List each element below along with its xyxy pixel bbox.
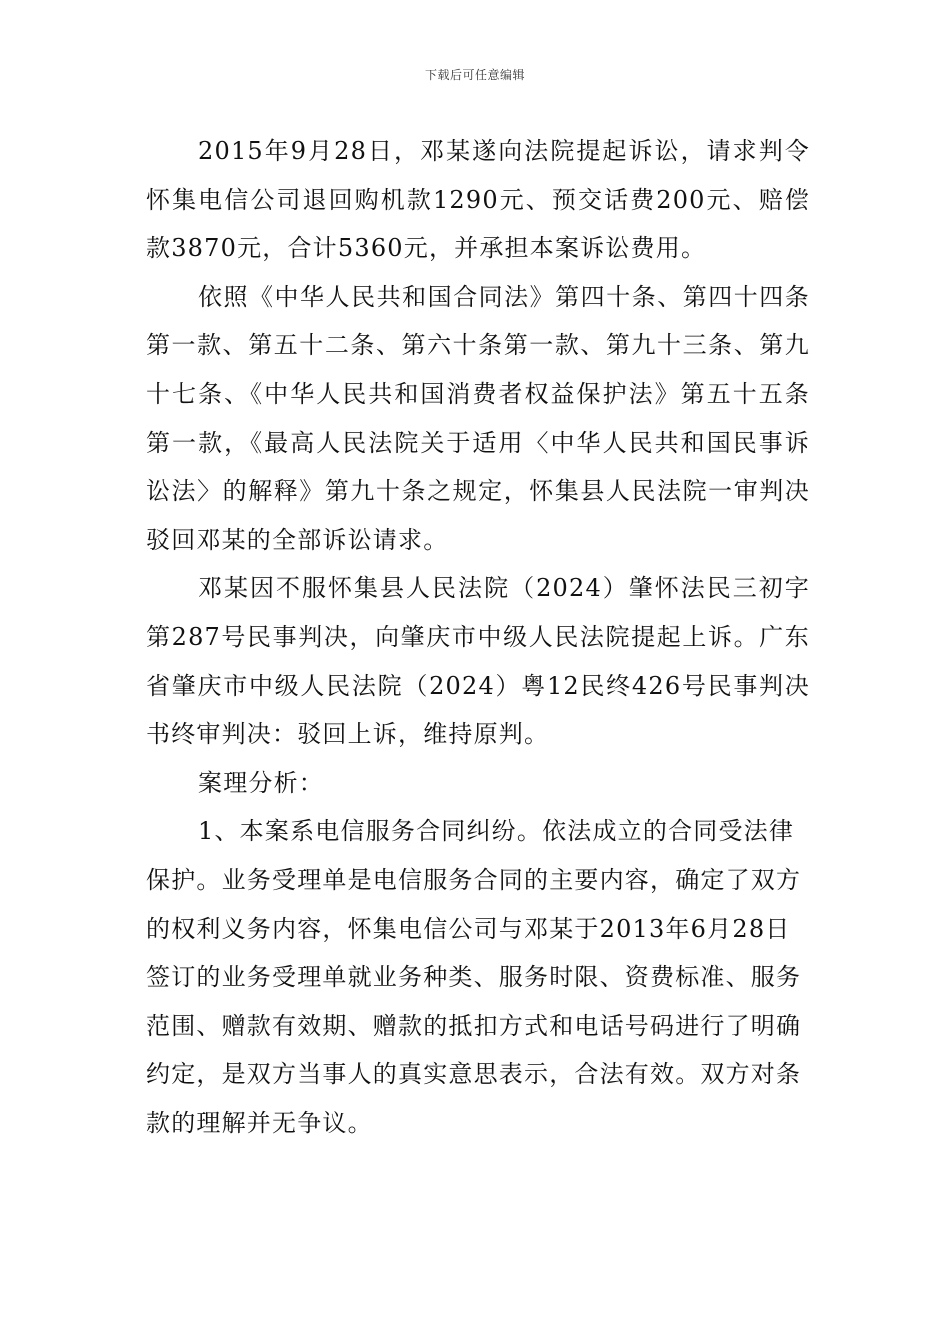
- header-note: 下载后可任意编辑: [424, 68, 525, 82]
- document-body: [146, 127, 810, 1147]
- paragraph-appeal: 邓某因不服怀集县人民法院（2024）肇怀法民三初字第287号民事判决，向肇庆市中级人民法院提起上诉。广东省肇庆市中级人民法院（2024）粤12民终426号民事判决书终审判决：驳回上诉，维持原判。: [146, 574, 810, 749]
- paragraph-first-instance: 依照《中华人民共和国合同法》第四十条、第四十四条第一款、第五十二条、第六十条第一款、第九十三条、第九十七条、《中华人民共和国消费者权益保护法》第五十五条第一款，《最高人民法院关于适用〈中华人民共和国民事诉讼法〉的解释》第九十条之规定，怀集县人民法院一审判决驳回邓某的全部诉讼请求。: [146, 282, 810, 554]
- paragraph-lawsuit: 2015年9月28日，邓某遂向法院提起诉讼，请求判令怀集电信公司退回购机款1290元、预交话费200元、赔偿款3870元，合计5360元，并承担本案诉讼费用。: [146, 137, 810, 263]
- paragraph-analysis-heading: 案理分析：: [198, 768, 324, 797]
- paragraph-analysis-point-1: 1、本案系电信服务合同纠纷。依法成立的合同受法律保护。业务受理单是电信服务合同的主要内容，确定了双方的权利义务内容，怀集电信公司与邓某于2013年6月28日签订的业务受理单就业务种类、服务时限、资费标准、服务范围、赠款有效期、赠款的抵扣方式和电话号码进行了明确约定，是双方当事人的真实意思表示，合法有效。双方对条款的理解并无争议。: [146, 817, 802, 1137]
